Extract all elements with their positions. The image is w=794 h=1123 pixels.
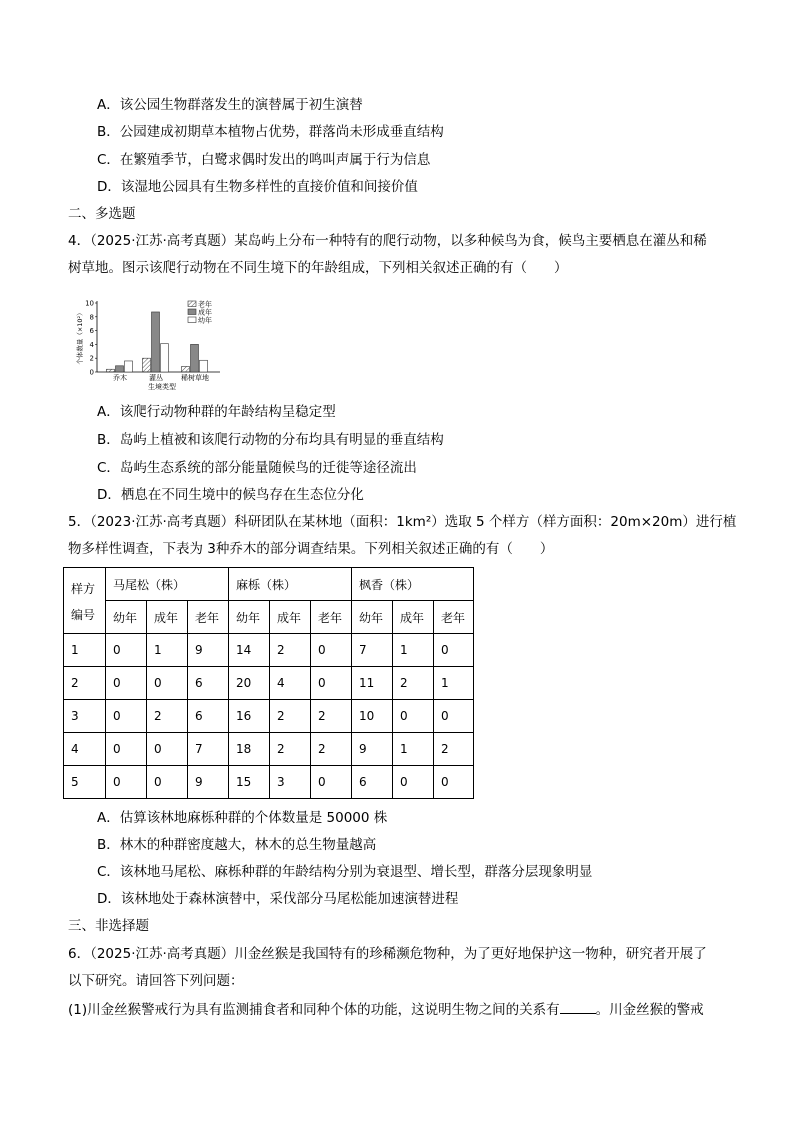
count-cell: 2 [270, 634, 311, 667]
plot-number-cell: 3 [64, 700, 106, 733]
q5-stem-line1: 5．（2023·江苏·高考真题）科研团队在某林地（面积：1km²）选取 5 个样方（样方面积：20m×20m）进行植 [68, 514, 737, 530]
q5-stem-line2: 物多样性调查，下表为 3种乔木的部分调查结果。下列相关叙述正确的有（ ） [68, 541, 554, 557]
y-tick-label: 2 [89, 354, 94, 363]
count-cell: 7 [352, 634, 393, 667]
table-row [64, 733, 474, 766]
plot-number-cell: 5 [64, 766, 106, 799]
x-tick-label: 灌丛 [149, 374, 163, 382]
count-cell: 14 [229, 634, 270, 667]
count-cell: 11 [352, 667, 393, 700]
survey-table [63, 567, 474, 799]
q6-part1 [68, 999, 704, 1020]
count-cell: 0 [434, 766, 474, 799]
table-row [64, 700, 474, 733]
species-header-masson-pine: 马尾松（株） [106, 568, 229, 601]
age-structure-chart [70, 296, 230, 392]
bar-老年 [182, 366, 190, 372]
answer-blank [560, 999, 596, 1014]
count-cell: 6 [188, 700, 229, 733]
y-tick-label: 6 [89, 327, 94, 336]
count-cell: 2 [270, 700, 311, 733]
q4-stem-line2: 树草地。图示该爬行动物在不同生境下的年龄组成，下列相关叙述正确的有（ ） [68, 260, 568, 276]
bar-成年 [116, 366, 124, 372]
y-axis-label: 个体数量（×10²） [76, 309, 84, 365]
table-row [64, 766, 474, 799]
legend-swatch [188, 317, 196, 323]
q6-stem-line1: 6．（2025·江苏·高考真题）川金丝猴是我国特有的珍稀濒危物种，为了更好地保护这一物种，研究者开展了 [68, 946, 707, 962]
count-cell: 0 [311, 634, 352, 667]
age-header-cell: 老年 [311, 601, 352, 634]
q4-option-b: B．岛屿上植被和该爬行动物的分布均具有明显的垂直结构 [97, 432, 444, 448]
count-cell: 9 [188, 766, 229, 799]
q4-option-d: D．栖息在不同生境中的候鸟存在生态位分化 [97, 487, 364, 503]
x-tick-label: 乔木 [113, 374, 127, 382]
count-cell: 1 [393, 634, 434, 667]
count-cell: 0 [106, 766, 147, 799]
y-tick-label: 0 [89, 368, 94, 377]
count-cell: 0 [311, 766, 352, 799]
count-cell: 1 [393, 733, 434, 766]
age-header-cell: 老年 [188, 601, 229, 634]
y-tick-label: 4 [89, 340, 94, 349]
count-cell: 0 [393, 766, 434, 799]
table-row [64, 634, 474, 667]
plot-number-cell: 1 [64, 634, 106, 667]
count-cell: 10 [352, 700, 393, 733]
count-cell: 2 [311, 700, 352, 733]
count-cell: 0 [147, 766, 188, 799]
age-header-cell: 成年 [147, 601, 188, 634]
legend-label: 幼年 [198, 316, 212, 325]
q3-option-c: C．在繁殖季节，白鹭求偶时发出的鸣叫声属于行为信息 [97, 152, 431, 168]
q6-part1-text-after: 。川金丝猴的警戒 [595, 1002, 704, 1018]
legend-swatch [188, 309, 196, 315]
count-cell: 6 [188, 667, 229, 700]
count-cell: 0 [106, 667, 147, 700]
q5-option-d: D．该林地处于森林演替中，采伐部分马尾松能加速演替进程 [97, 891, 459, 907]
count-cell: 0 [106, 634, 147, 667]
q5-option-c: C．该林地马尾松、麻栎种群的年龄结构分别为衰退型、增长型，群落分层现象明显 [97, 864, 593, 880]
age-header-cell: 成年 [393, 601, 434, 634]
legend-swatch [188, 301, 196, 307]
count-cell: 0 [311, 667, 352, 700]
bar-老年 [107, 369, 115, 372]
count-cell: 0 [147, 733, 188, 766]
count-cell: 7 [188, 733, 229, 766]
count-cell: 2 [311, 733, 352, 766]
count-cell: 0 [434, 634, 474, 667]
corner-label-1: 样方 [71, 582, 96, 596]
count-cell: 6 [352, 766, 393, 799]
q3-option-a: A．该公园生物群落发生的演替属于初生演替 [97, 97, 363, 113]
q5-option-a: A．估算该林地麻栎种群的个体数量是 50000 株 [97, 810, 388, 826]
plot-number-cell: 4 [64, 733, 106, 766]
count-cell: 4 [270, 667, 311, 700]
bar-老年 [143, 358, 151, 372]
bar-幼年 [161, 344, 169, 372]
count-cell: 0 [106, 733, 147, 766]
q4-option-c: C．岛屿生态系统的部分能量随候鸟的迁徙等途径流出 [97, 460, 417, 476]
bar-成年 [152, 312, 160, 372]
bar-成年 [191, 344, 199, 372]
count-cell: 18 [229, 733, 270, 766]
legend-label: 老年 [198, 300, 212, 309]
species-header-sweetgum: 枫香（株） [352, 568, 474, 601]
count-cell: 9 [188, 634, 229, 667]
bar-幼年 [125, 361, 133, 372]
count-cell: 0 [434, 700, 474, 733]
count-cell: 2 [147, 700, 188, 733]
legend-label: 成年 [198, 308, 212, 317]
count-cell: 15 [229, 766, 270, 799]
count-cell: 16 [229, 700, 270, 733]
age-header-cell: 幼年 [352, 601, 393, 634]
count-cell: 1 [434, 667, 474, 700]
count-cell: 2 [393, 667, 434, 700]
section-heading-multiple-choice: 二、多选题 [68, 206, 136, 222]
age-header-cell: 幼年 [229, 601, 270, 634]
age-header-cell: 幼年 [106, 601, 147, 634]
table-row [64, 667, 474, 700]
q6-part1-text-before: (1)川金丝猴警戒行为具有监测捕食者和同种个体的功能，这说明生物之间的关系有 [68, 1002, 560, 1018]
count-cell: 3 [270, 766, 311, 799]
count-cell: 0 [106, 700, 147, 733]
q4-stem-line1: 4．（2025·江苏·高考真题）某岛屿上分布一种特有的爬行动物，以多种候鸟为食，候鸟主要栖息在灌丛和稀 [68, 233, 707, 249]
x-axis-label: 生境类型 [148, 383, 176, 391]
count-cell: 2 [270, 733, 311, 766]
q4-option-a: A．该爬行动物种群的年龄结构呈稳定型 [97, 404, 336, 420]
y-tick-label: 10 [85, 299, 94, 308]
q5-option-b: B．林木的种群密度越大，林木的总生物量越高 [97, 837, 377, 853]
plot-number-cell: 2 [64, 667, 106, 700]
count-cell: 0 [147, 667, 188, 700]
count-cell: 0 [393, 700, 434, 733]
count-cell: 20 [229, 667, 270, 700]
x-tick-label: 稀树草地 [181, 374, 209, 382]
species-header-oak: 麻栎（株） [229, 568, 352, 601]
age-header-cell: 老年 [434, 601, 474, 634]
section-heading-non-choice: 三、非选择题 [68, 918, 149, 934]
age-header-cell: 成年 [270, 601, 311, 634]
table-corner-header [64, 568, 106, 634]
count-cell: 2 [434, 733, 474, 766]
count-cell: 1 [147, 634, 188, 667]
q3-option-d: D．该湿地公园具有生物多样性的直接价值和间接价值 [97, 179, 418, 195]
corner-label-2: 编号 [71, 608, 96, 622]
bar-幼年 [200, 360, 208, 372]
q3-option-b: B．公园建成初期草本植物占优势，群落尚未形成垂直结构 [97, 124, 444, 140]
count-cell: 9 [352, 733, 393, 766]
y-tick-label: 8 [89, 313, 94, 322]
q6-stem-line2: 以下研究。请回答下列问题： [68, 973, 244, 989]
